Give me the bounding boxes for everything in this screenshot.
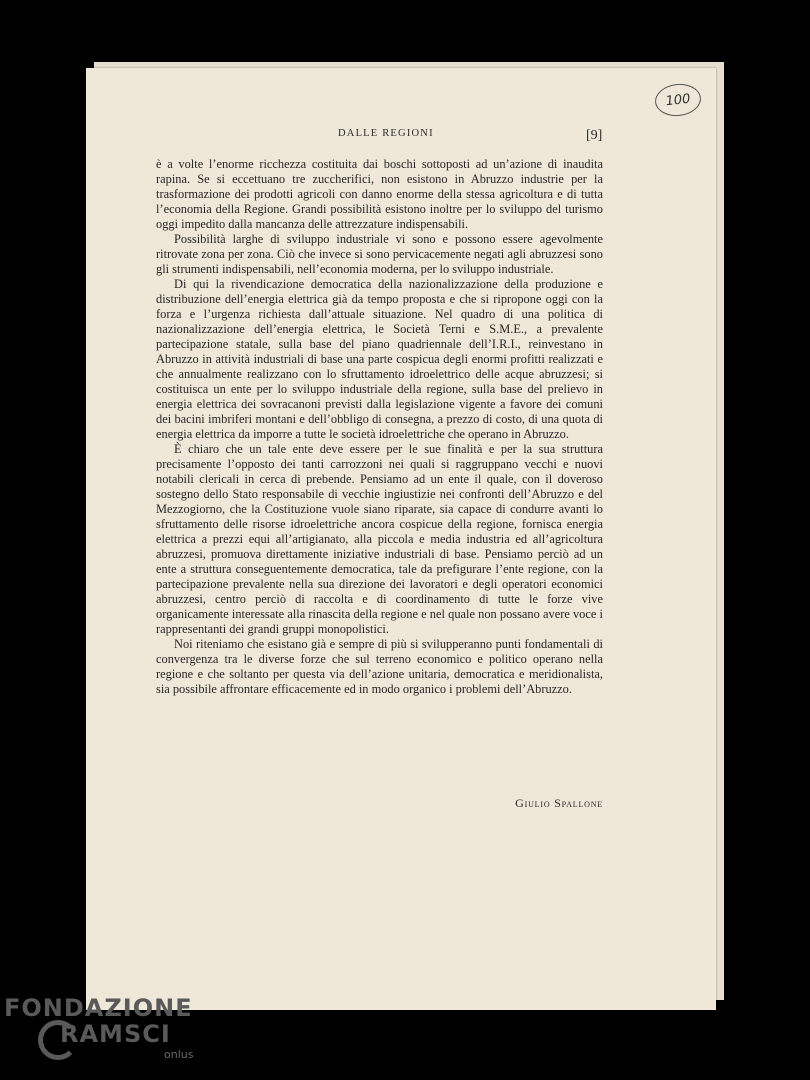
- paragraph-5: Noi riteniamo che esistano già e sempre di più si svilupperanno punti fondamentali di convergenza tra le diverse forze che sul terreno economico e politico operano nella regione e che soltanto per questa via dell’azione unitaria, democratica e meridionalista, sia possibile affrontare efficacemente ed in modo organico i problemi dell’Abruzzo.: [156, 637, 603, 696]
- fondazione-gramsci-logo: [4, 994, 204, 1076]
- page-number: [9]: [586, 128, 603, 143]
- author-signature: Giulio Spallone: [515, 796, 603, 810]
- paragraph-1: è a volte l’enorme ricchezza costituita dai boschi sottoposti ad un’azione di inaudita rapina. Se si eccettuano tre zuccherifici, non esistono in Abruzzo industrie per la trasformazione dei prodotti agricoli con danno enorme della stessa agricoltura e di tutta l’economia della Regione. Grandi possibilità esistono inoltre per lo sviluppo del turismo oggi impedito dalla mancanza delle attrezzature indispensabili.: [156, 157, 603, 231]
- paragraph-2: Possibilità larghe di sviluppo industriale vi sono e possono essere agevolmente ritrovate zona per zona. Ciò che invece si sono pervicacemente negati agli abruzzesi sono gli strumenti indispensabili, nell’economia moderna, per lo sviluppo industriale.: [156, 232, 603, 276]
- article-body: [156, 157, 603, 697]
- archive-number: 100: [664, 91, 692, 109]
- paragraph-3: Di qui la rivendicazione democratica della nazionalizzazione della produzione e distribuzione dell’energia elettrica già da tempo proposta e che si ripropone oggi con la forza e l’urgenza richiesta dall’attuale situazione. Nel quadro di una politica di nazionalizzazione dell’energia elettrica, le Società Terni e S.M.E., a prevalente partecipazione statale, sulla base del piano quadriennale dell’I.R.I., reinvestano in Abruzzo in attività industriali di base una parte cospicua degli enormi profitti realizzati e che annualmente realizzano con lo sfruttamento idroelettrico delle acque abruzzesi; si costituisca un ente per lo sviluppo industriale della regione, sulla base del prelievo in energia elettrica dei sovracanoni previsti dalla legislazione vigente a favore dei comuni dei bacini imbriferi montani e dell’obbligo di consegna, a prezzo di costo, di una quota di energia elettrica da imporre a tutte le società idroelettriche che operano in Abruzzo.: [156, 277, 603, 441]
- running-head: DALLE REGIONI: [338, 128, 434, 139]
- logo-text-line2: RAMSCI: [60, 1020, 171, 1048]
- logo-text-line1: FONDAZIONE: [4, 994, 193, 1022]
- logo-subtext: onlus: [164, 1048, 194, 1061]
- paragraph-4: È chiaro che un tale ente deve essere per le sue finalità e per la sua struttura precisamente l’opposto dei tanti carrozzoni nei quali si raggruppano vecchi e nuovi notabili clericali in cerca di prebende. Pensiamo ad un ente il quale, con il doveroso sostegno dello Stato responsabile di vecchie ingiustizie nei confronti dell’Abruzzo e del Mezzogiorno, che la Costituzione vuole siano riparate, sia capace di condurre avanti lo sfruttamento delle risorse idroelettriche ancora cospicue della regione, fornisca energia elettrica a prezzi equi all’artigianato, alla piccola e media industria ed all’agricoltura abruzzesi, promuova direttamente iniziative industriali di base. Pensiamo perciò ad un ente a struttura conseguentemente democratica, tale da prefigurare l’ente regione, con la partecipazione prevalente nella sua direzione dei lavoratori e degli operatori economici abruzzesi, centro perciò di raccolta e di coordinamento di tutte le forze vive organicamente interessate alla rinascita della regione e nel quale non possano avere voce i rappresentanti dei grandi gruppi monopolistici.: [156, 442, 603, 636]
